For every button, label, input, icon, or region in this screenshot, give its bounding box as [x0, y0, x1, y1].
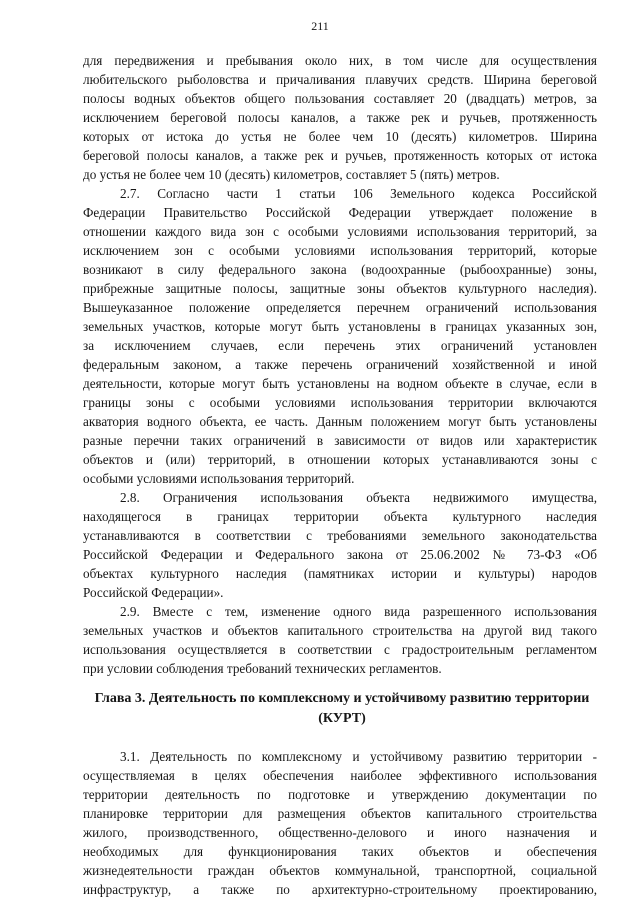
text-line: осуществляемая в целях обеспечения наиболее эффективного использования [83, 768, 597, 783]
text-line: береговой полосы каналов, а также рек и ручьев, протяженность которых от истока [83, 148, 597, 163]
text-line: земельных участков и объектов капитального строительства на другой вид такого [83, 623, 597, 638]
paragraph-3-1-start: 3.1. Деятельность по комплексному и устойчивому развитию территории - [120, 749, 597, 764]
text-line: исключением береговой полосы каналов, а также рек и ручьев, протяженность [83, 110, 597, 125]
text-line: федеральным законом, а также перечень ограничений хозяйственной и иной [83, 357, 597, 372]
text-line: при условии соблюдения требований технических регламентов. [83, 661, 442, 676]
text-line: устанавливаются в соответствии с требованиями земельного законодательства [83, 528, 597, 543]
text-line: для передвижения и пребывания около них, в том числе для осуществления [83, 53, 597, 68]
text-line: инфраструктур, а также по архитектурно-строительному проектированию, [83, 882, 597, 897]
paragraph-2-9-start: 2.9. Вместе с тем, изменение одного вида разрешенного использования [120, 604, 597, 619]
text-line: жизнедеятельности граждан объектов коммунальной, транспортной, социальной [83, 863, 597, 878]
text-line: Вышеуказанное положение определяется перечнем ограничений использования [83, 300, 597, 315]
paragraph-2-8-start: 2.8. Ограничения использования объекта недвижимого имущества, [120, 490, 597, 505]
text-line: за исключением случаев, если перечень этих ограничений установлен [83, 338, 597, 353]
text-line: земельных участков, которые могут быть установлены в границах указанных зон, [83, 319, 597, 334]
page-number: 211 [311, 19, 329, 33]
text-line: использования осуществляется в соответствии с градостроительным регламентом [83, 642, 597, 657]
text-line: отношении каждого вида зон с особыми условиями использования территорий, за [83, 224, 597, 239]
text-line: которых от истока до устья не более чем 10 (десять) километров. Ширина [83, 129, 597, 144]
text-line: деятельности, которые могут быть установлены на водном объекте в случае, если в [83, 376, 597, 391]
text-line: жилого, производственного, общественно-делового и иного назначения и [83, 825, 597, 840]
text-line: планировке территории для размещения объектов капитального строительства [83, 806, 597, 821]
text-line: особыми условиями использования территорий. [83, 471, 355, 486]
text-line: прибрежные защитные полосы, защитные зоны объектов культурного наследия). [83, 281, 597, 296]
text-line: полосы водных объектов общего пользования составляет 20 (двадцать) метров, за [83, 91, 597, 106]
text-line: объектах культурного наследия (памятниках истории и культуры) народов [83, 566, 597, 581]
text-line: границы зоны с особыми условиями использования территории включаются [83, 395, 597, 410]
text-line: любительского рыболовства и причаливания плавучих средств. Ширина береговой [83, 72, 597, 87]
text-line: разные перечни таких ограничений в зависимости от видов или характеристик [83, 433, 597, 448]
text-line: акватория водного объекта, ее часть. Данным положением могут быть установлены [83, 414, 597, 429]
text-line: территории деятельность по подготовке и утверждению документации по [83, 787, 597, 802]
text-line: исключением зон с особыми условиями использования территорий, которые [83, 243, 597, 258]
chapter-heading: Глава 3. Деятельность по комплексному и устойчивому развитию территории [94, 691, 590, 706]
chapter-heading-abbr: (КУРТ) [318, 711, 366, 726]
text-line: объектов и (или) территорий, в отношении которых устанавливаются зоны с [83, 452, 597, 467]
text-line: Российской Федерации». [83, 585, 224, 600]
text-line: до устья не более чем 10 (десять) километров, составляет 5 (пять) метров. [83, 167, 500, 182]
text-line: Российской Федерации и Федерального закона от 25.06.2002 № 73-ФЗ «Об [83, 547, 597, 562]
paragraph-2-7-start: 2.7. Согласно части 1 статьи 106 Земельного кодекса Российской [120, 186, 597, 201]
text-line: Федерации Правительство Российской Федерации утверждает положение в [83, 205, 597, 220]
text-line: возникают в силу федерального закона (водоохранные (рыбоохранные) зоны, [83, 262, 597, 277]
text-line: находящегося в границах территории объекта культурного наследия [83, 509, 597, 524]
text-line: необходимых для функционирования таких объектов и обеспечения [83, 844, 597, 859]
